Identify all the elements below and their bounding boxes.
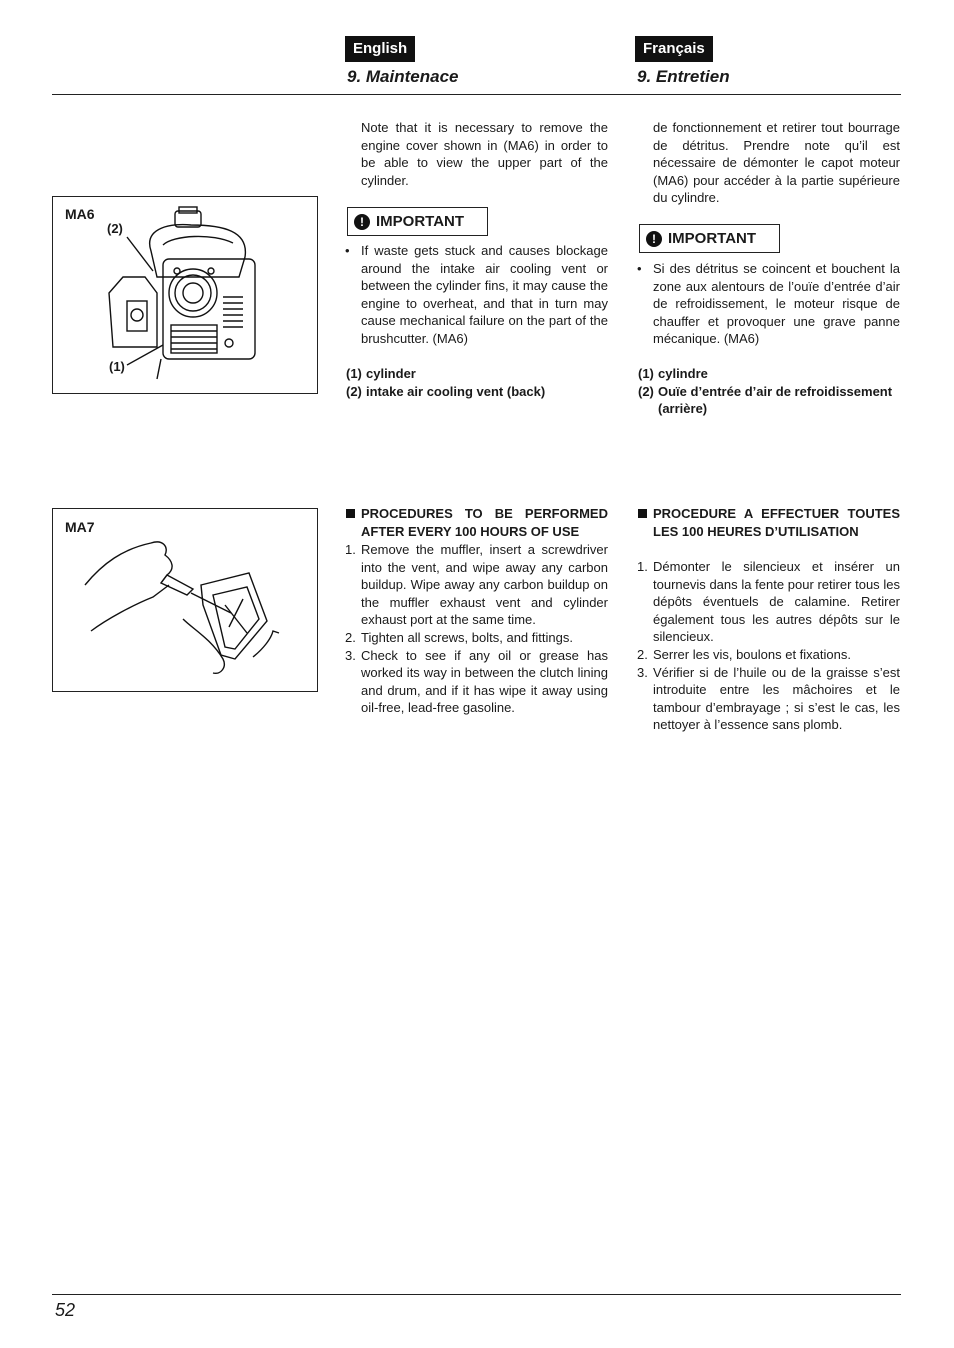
english-important-bullet bbox=[345, 242, 608, 348]
square-bullet-icon bbox=[346, 509, 355, 518]
figure-ma7 bbox=[52, 508, 318, 692]
english-procedures-heading: PROCEDURES TO BE PERFORMED AFTER EVERY 100 HOURS OF USE bbox=[346, 505, 608, 540]
english-section-title: 9. Maintenace bbox=[347, 67, 459, 86]
bullet-icon: • bbox=[637, 261, 642, 276]
english-important-box bbox=[347, 207, 488, 236]
footer-rule bbox=[52, 1294, 901, 1295]
french-important-label: IMPORTANT bbox=[668, 230, 757, 247]
list-item: 1. Démonter le silencieux et insérer un tournevis dans la fente pour retirer tous les dépôts éventuels de calamine. Retirer également tous les autres dépôts sur le silencieux. bbox=[637, 559, 900, 645]
figure-ma6-label: MA6 bbox=[65, 206, 95, 222]
english-caption-1: (1) cylinder bbox=[346, 366, 416, 381]
list-item: 1. Remove the muffler, insert a screwdriver into the vent, and wipe away any carbon buildup. Wipe away any carbon buildup on the muffler exhaust vent and cylinder exhaust port at the same time. bbox=[345, 542, 608, 628]
callout-1: (1) bbox=[109, 359, 125, 374]
english-important-text: If waste gets stuck and causes blockage around the intake air cooling vent or between the cylinder fins, it may cause the engine to overheat, and that in turn may cause mechanical failure on the part of the brushcutter. (MA6) bbox=[361, 243, 608, 346]
callout-2: (2) bbox=[107, 221, 123, 236]
french-important-text: Si des détritus se coincent et bouchent la zone aux alentours de l’ouïe d’entrée d’air de refroidissement, le moteur risque de chauffer et provoquer une grave panne mécanique. (MA6) bbox=[653, 261, 900, 347]
english-intro-paragraph: Note that it is necessary to remove the engine cover shown in (MA6) in order to be able to view the upper part of the cylinder. bbox=[361, 120, 608, 188]
french-important-bullet bbox=[637, 260, 900, 348]
list-item: 3. Vérifier si de l’huile ou de la graisse s’est introduite entre les mâchoires et le tambour d’embrayage ; si s’est le cas, les nettoyer à l’essence sans plomb. bbox=[637, 664, 900, 733]
list-item: 3. Check to see if any oil or grease has worked its way in between the clutch lining and drum, and if it has wipe it away using oil-free, lead-free gasoline. bbox=[345, 647, 608, 716]
french-important-box bbox=[639, 224, 780, 253]
english-captions bbox=[346, 365, 608, 400]
page-number: 52 bbox=[55, 1300, 76, 1320]
french-captions bbox=[638, 365, 900, 418]
exclamation-icon: ! bbox=[646, 231, 662, 247]
header-rule bbox=[52, 94, 901, 95]
french-procedures-heading: PROCEDURE A EFFECTUER TOUTES LES 100 HEURES D’UTILISATION bbox=[638, 505, 900, 540]
english-caption-2: (2) intake air cooling vent (back) bbox=[346, 383, 546, 399]
french-section-title: 9. Entretien bbox=[637, 67, 730, 86]
figure-ma6 bbox=[52, 196, 318, 394]
french-procedures-list bbox=[637, 558, 900, 734]
list-item: 2. Serrer les vis, boulons et fixations. bbox=[637, 646, 851, 662]
square-bullet-icon bbox=[638, 509, 647, 518]
english-language-badge: English bbox=[345, 36, 415, 62]
french-caption-1: (1) cylindre bbox=[638, 366, 708, 381]
muffler-cleaning-drawing bbox=[53, 509, 317, 691]
french-intro-paragraph: de fonctionnement et retirer tout bourrage de détritus. Prendre note qu’il est nécessaire de démonter le capot moteur (MA6) pour accéder à la partie supérieure du cylindre. bbox=[653, 120, 900, 206]
figure-ma7-label: MA7 bbox=[65, 519, 95, 535]
french-language-badge: Français bbox=[635, 36, 713, 62]
english-procedures-list bbox=[345, 541, 608, 717]
list-item: 2. Tighten all screws, bolts, and fittings. bbox=[345, 629, 573, 645]
engine-drawing bbox=[53, 197, 317, 393]
english-important-label: IMPORTANT bbox=[376, 213, 465, 230]
french-caption-2: (2) Ouïe d’entrée d’air de refroidissement (arrière) bbox=[638, 383, 893, 417]
bullet-icon: • bbox=[345, 243, 350, 258]
exclamation-icon: ! bbox=[354, 214, 370, 230]
